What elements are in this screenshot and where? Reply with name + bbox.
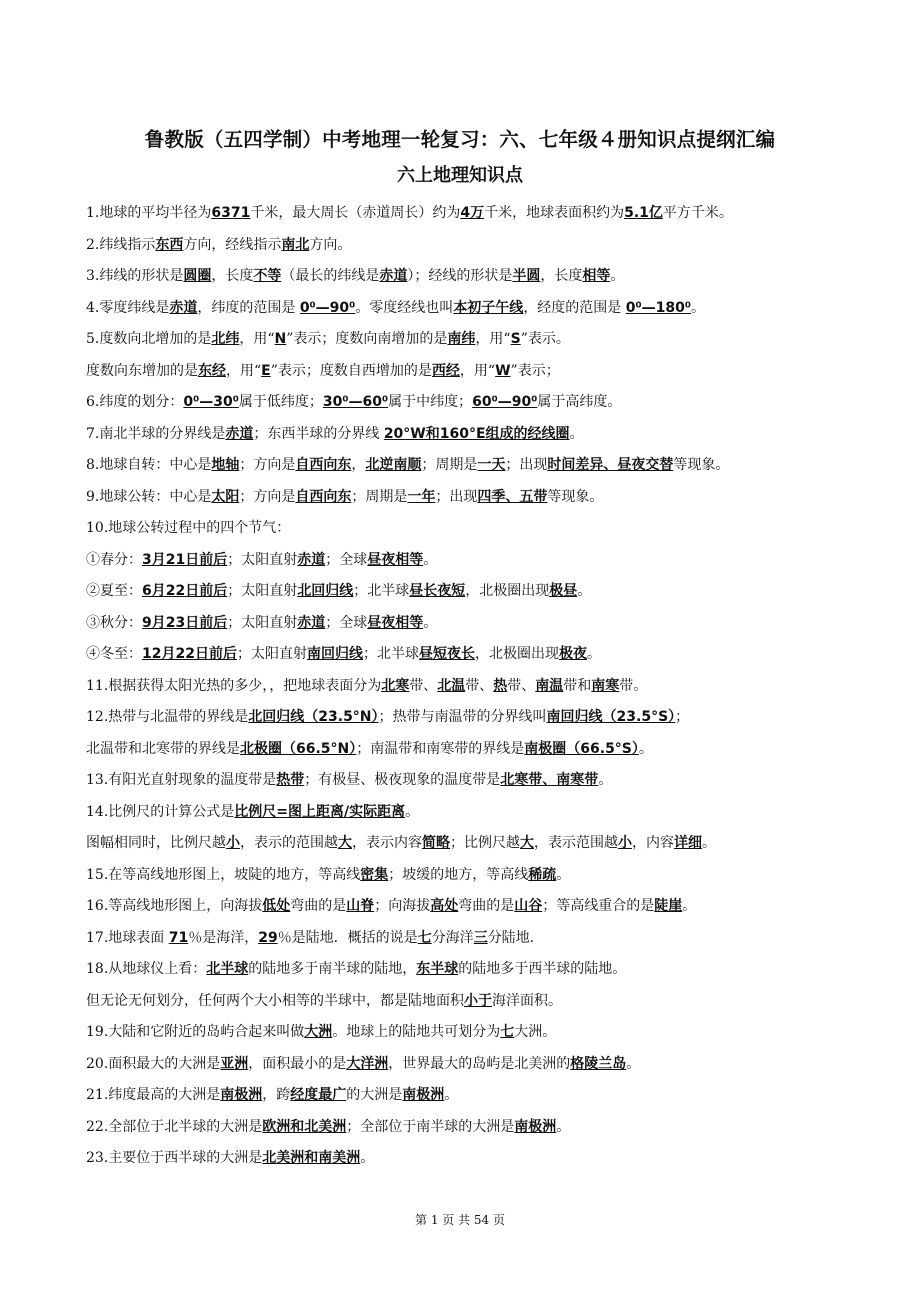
key-term: 昼夜相等 — [367, 551, 424, 568]
text-run: 20.面积最大的大洲是 — [86, 1055, 221, 1072]
text-run: ，用“ — [475, 331, 511, 347]
text-run: 带。 — [619, 677, 648, 694]
text-run: 10.地球公转过程中的四个节气： — [86, 520, 291, 536]
key-term: 山谷 — [514, 898, 543, 914]
text-line — [86, 801, 886, 833]
text-line — [86, 612, 886, 644]
key-term: 东半球 — [416, 961, 459, 977]
text-line — [86, 454, 886, 486]
text-run: 。 — [586, 646, 601, 662]
key-term: 赤道 — [379, 268, 408, 284]
text-run: ，世界最大的岛屿是北美洲的 — [388, 1055, 571, 1072]
key-term: 南纬 — [447, 331, 476, 347]
text-run: 。 — [423, 614, 438, 631]
key-term: E — [261, 362, 271, 379]
key-term: 北温 — [437, 677, 466, 694]
text-line — [86, 675, 886, 707]
text-run: 北温带和北寒带的界线是 — [86, 740, 240, 757]
text-run: 平方千米。 — [662, 205, 733, 221]
text-run: ；太阳直射 — [227, 583, 298, 599]
key-term: 昼长夜短 — [409, 583, 466, 599]
key-term: 南回归线 — [306, 646, 363, 662]
key-term: 大洋洲 — [346, 1055, 389, 1072]
key-term: 20°W和160°E组成的经线圈 — [383, 425, 570, 442]
text-run: ；南温带和南寒带的界线是 — [356, 740, 525, 757]
text-run: ”表示； — [510, 362, 560, 379]
key-term: 南寒 — [591, 677, 620, 694]
section-heading: 六上地理知识点 — [397, 165, 523, 186]
text-run: 19.大陆和它附近的岛屿合起来叫做 — [86, 1024, 305, 1040]
text-run: （最长的纬线是 — [281, 268, 380, 284]
text-run: ，用“ — [239, 331, 275, 347]
text-line — [86, 864, 886, 896]
key-term: 稀疏 — [528, 866, 557, 883]
text-run: 2.纬线指示 — [86, 236, 156, 253]
key-term: 昼夜相等 — [367, 614, 424, 631]
text-line — [86, 706, 886, 738]
text-run: ，面积最小的是 — [248, 1055, 347, 1072]
text-run: ，跨 — [262, 1087, 291, 1103]
text-run: 17.地球表面 — [86, 929, 169, 946]
key-term: 经度最广 — [290, 1087, 347, 1103]
key-term: 赤道 — [169, 299, 198, 316]
key-term: 简略 — [422, 835, 450, 851]
text-run: 12.热带与北温带的界线是 — [86, 709, 249, 725]
text-run: 9.地球公转：中心是 — [86, 488, 212, 505]
text-line — [86, 738, 886, 770]
text-line — [86, 832, 886, 864]
key-term: 小于 — [464, 992, 492, 1009]
text-run: 。 — [556, 1118, 571, 1135]
key-term: 赤道 — [297, 551, 326, 568]
text-run: ；东西半球的分界线 — [253, 425, 384, 442]
text-run: 。 — [360, 1150, 375, 1166]
text-line — [86, 1084, 886, 1116]
key-term: 0⁰—90⁰ — [299, 299, 356, 316]
text-run: ；方向是 — [239, 457, 296, 473]
key-term: 大 — [338, 835, 352, 851]
text-run: 的陆地多于南半球的陆地， — [248, 961, 417, 977]
text-run: ％是陆地．概括的说是 — [277, 929, 418, 946]
text-run: ）；经线的形状是 — [407, 268, 513, 284]
key-term: 太阳 — [211, 488, 240, 505]
key-term: 南极洲 — [402, 1087, 445, 1103]
text-run: ； — [675, 709, 690, 725]
key-term: 0⁰—30⁰ — [183, 394, 239, 410]
key-term: 9月23日前后 — [142, 614, 228, 631]
key-term: 5.1亿 — [624, 205, 663, 221]
text-run: 6.纬度的划分： — [86, 394, 184, 410]
text-line — [86, 360, 886, 392]
key-term: 北回归线（23.5°N） — [248, 709, 379, 725]
key-term: 欧洲和北美洲 — [262, 1118, 347, 1135]
text-run: ”表示。 — [520, 331, 570, 347]
key-term: 小 — [226, 835, 240, 851]
text-run: ；全部位于南半球的大洲是 — [346, 1118, 515, 1135]
key-term: 71 — [168, 929, 189, 946]
key-term: 北半球 — [206, 961, 249, 977]
text-line — [86, 958, 886, 990]
text-line — [86, 1116, 886, 1148]
text-line — [86, 423, 886, 455]
text-run: ；有极昼、极夜现象的温度带是 — [304, 772, 501, 788]
text-run: 。 — [423, 551, 438, 568]
key-term: 东西 — [155, 236, 184, 253]
text-line — [86, 895, 886, 927]
key-term: 赤道 — [297, 614, 326, 631]
text-run: 4.零度纬线是 — [86, 299, 170, 316]
key-term: 不等 — [253, 268, 282, 284]
key-term: N — [274, 331, 287, 347]
text-run: 图幅相同时，比例尺越 — [86, 835, 226, 851]
text-run: ；太阳直射 — [236, 646, 307, 662]
text-run: 分海洋 — [431, 929, 474, 946]
text-line — [86, 1053, 886, 1085]
text-run: ；北半球 — [362, 646, 419, 662]
key-term: 60⁰—90⁰ — [472, 394, 538, 410]
text-run: ，长度 — [211, 268, 254, 284]
key-term: 地轴 — [211, 457, 240, 473]
text-run: ，内容 — [632, 835, 674, 851]
text-run: ％是海洋， — [188, 929, 259, 946]
key-term: 南极洲 — [514, 1118, 557, 1135]
text-run: ③秋分： — [86, 614, 142, 631]
key-term: 热 — [493, 677, 508, 694]
text-line — [86, 643, 886, 675]
key-term: 北逆南顺 — [365, 457, 422, 473]
key-term: 极昼 — [549, 583, 578, 599]
text-run: ①春分： — [86, 551, 142, 568]
key-term: 南极洲 — [220, 1087, 263, 1103]
text-run: 15.在等高线地形图上，坡陡的地方，等高线 — [86, 866, 361, 883]
text-run: 分陆地． — [487, 929, 544, 946]
text-run: 。 — [598, 772, 613, 788]
text-run: ，长度 — [540, 268, 583, 284]
text-run: ”表示；度数自西增加的是 — [270, 362, 432, 379]
text-run: ，北极圈出现 — [474, 646, 559, 662]
text-line — [86, 297, 886, 329]
key-term: 南北 — [281, 236, 310, 253]
text-run: 千米，地球表面积约为 — [484, 205, 625, 221]
key-term: 6月22日前后 — [142, 583, 228, 599]
text-run: 的陆地多于西半球的陆地。 — [458, 961, 627, 977]
text-run: ；太阳直射 — [227, 614, 298, 631]
text-run: 。 — [444, 1087, 459, 1103]
text-line — [86, 391, 886, 423]
text-run: 方向，经线指示 — [183, 236, 282, 253]
text-run: 3.纬线的形状是 — [86, 268, 184, 284]
text-run: 13.有阳光直射现象的温度带是 — [86, 772, 277, 788]
key-term: 低处 — [262, 898, 291, 914]
page-footer: 第 1 页 共 54 页 — [415, 1213, 505, 1227]
key-term: 详细 — [674, 835, 702, 851]
key-term: 七 — [417, 929, 432, 946]
key-term: 6371 — [211, 205, 251, 221]
key-term: W — [495, 362, 511, 379]
text-run: 5.度数向北增加的是 — [86, 331, 212, 347]
key-term: 自西向东 — [295, 457, 352, 473]
text-run: 等现象。 — [673, 457, 730, 473]
text-run: 14.比例尺的计算公式是 — [86, 803, 235, 820]
key-term: 北极圈（66.5°N） — [240, 740, 357, 757]
key-term: 本初子午线 — [453, 299, 524, 316]
text-run: ， — [351, 457, 366, 473]
text-run: ；周期是 — [351, 488, 408, 505]
key-term: 自西向东 — [295, 488, 352, 505]
text-run: ；向海拔 — [374, 898, 431, 914]
text-run: ；坡缓的地方，等高线 — [388, 866, 529, 883]
text-run: ；周期是 — [421, 457, 478, 473]
text-run: ，北极圈出现 — [465, 583, 550, 599]
key-term: 北寒带、南寒带 — [500, 772, 599, 788]
key-term: 七 — [500, 1024, 515, 1040]
key-term: 半圆 — [512, 268, 541, 284]
text-line — [86, 328, 886, 360]
text-run: ；全球 — [325, 551, 368, 568]
text-run: 22.全部位于北半球的大洲是 — [86, 1118, 263, 1135]
text-run: 属于低纬度； — [238, 394, 323, 410]
text-run: ，表示的范围越 — [240, 835, 338, 851]
key-term: 29 — [258, 929, 278, 946]
text-run: 。 — [682, 898, 697, 914]
text-run: 。 — [405, 803, 420, 820]
document-body — [86, 202, 886, 1179]
text-run: ，用“ — [459, 362, 496, 379]
text-run: 8.地球自转：中心是 — [86, 457, 212, 473]
key-term: 四季、五带 — [477, 488, 548, 505]
text-run: 的大洲是 — [346, 1087, 403, 1103]
text-run: 带、 — [507, 677, 536, 694]
text-run: 。 — [577, 583, 592, 599]
text-run: ，用“ — [226, 362, 262, 379]
text-run: ，表示内容 — [352, 835, 422, 851]
text-run: 。 — [610, 268, 625, 284]
text-run: 7.南北半球的分界线是 — [86, 425, 226, 442]
text-run: ；全球 — [325, 614, 368, 631]
text-run: 带、 — [409, 677, 438, 694]
key-term: 时间差异、昼夜交替 — [547, 457, 674, 473]
key-term: 北寒 — [381, 677, 410, 694]
text-run: 。 — [638, 740, 653, 757]
text-line — [86, 990, 886, 1022]
text-run: 属于高纬度。 — [537, 394, 622, 410]
text-run: 11.根据获得太阳光热的多少，，把地球表面分为 — [86, 677, 382, 694]
key-term: 12月22日前后 — [142, 646, 237, 662]
key-term: 南温 — [535, 677, 564, 694]
text-run: 。 — [569, 425, 584, 442]
key-term: 亚洲 — [220, 1055, 249, 1072]
key-term: 北美洲和南美洲 — [262, 1150, 361, 1166]
text-line — [86, 927, 886, 959]
key-term: 密集 — [360, 866, 389, 883]
key-term: 东经 — [198, 362, 226, 379]
text-run: 1.地球的平均半径为 — [86, 205, 212, 221]
text-run: ；等高线重合的是 — [542, 898, 655, 914]
key-term: 三 — [473, 929, 488, 946]
text-run: ；方向是 — [239, 488, 296, 505]
text-run: ；北半球 — [353, 583, 410, 599]
key-term: 北回归线 — [297, 583, 354, 599]
text-line — [86, 549, 886, 581]
text-run: ④冬至： — [86, 646, 142, 662]
key-term: 比例尺=图上距离/实际距离 — [234, 803, 406, 820]
text-run: 。 — [702, 835, 716, 851]
text-line — [86, 769, 886, 801]
key-term: 一天 — [477, 457, 506, 473]
text-line — [86, 234, 886, 266]
text-run: 。零度经线也叫 — [355, 299, 454, 316]
text-run: 16.等高线地形图上，向海拔 — [86, 898, 263, 914]
text-run: ，经度的范围是 — [523, 299, 626, 316]
text-run: 18.从地球仪上看： — [86, 961, 207, 977]
key-term: 南极圈（66.5°S） — [524, 740, 639, 757]
key-term: 30⁰—60⁰ — [322, 394, 389, 410]
text-run: ”表示；度数向南增加的是 — [286, 331, 448, 347]
key-term: 北纬 — [211, 331, 240, 347]
key-term: 热带 — [276, 772, 305, 788]
text-line — [86, 486, 886, 518]
text-run: 千米，最大周长（赤道周长）约为 — [250, 205, 461, 221]
text-run: ；出现 — [505, 457, 548, 473]
key-term: 小 — [618, 835, 632, 851]
text-line — [86, 1021, 886, 1053]
key-term: 昼短夜长 — [418, 646, 475, 662]
text-run: 海洋面积。 — [492, 992, 562, 1009]
key-term: 格陵兰岛 — [570, 1055, 627, 1072]
text-run: 方向。 — [309, 236, 352, 253]
text-run: ；比例尺越 — [450, 835, 520, 851]
text-run: 等现象。 — [547, 488, 604, 505]
text-run: 23.主要位于西半球的大洲是 — [86, 1150, 263, 1166]
text-run: ，纬度的范围是 — [197, 299, 300, 316]
text-run: 。地球上的陆地共可划分为 — [332, 1024, 501, 1040]
key-term: 圆圈 — [183, 268, 212, 284]
text-run: ；太阳直射 — [227, 551, 298, 568]
text-run: 属于中纬度； — [388, 394, 473, 410]
key-term: 相等 — [582, 268, 611, 284]
text-run: 弯曲的是 — [458, 898, 515, 914]
text-run: 。 — [691, 299, 705, 316]
text-line — [86, 1147, 886, 1179]
key-term: 陡崖 — [654, 898, 683, 914]
text-line — [86, 580, 886, 612]
key-term: 高处 — [430, 898, 459, 914]
key-term: S — [510, 331, 521, 347]
key-term: 赤道 — [225, 425, 254, 442]
text-run: ，表示范围越 — [534, 835, 618, 851]
text-line — [86, 265, 886, 297]
text-run: 。 — [556, 866, 571, 883]
text-run: 带和 — [563, 677, 592, 694]
key-term: 一年 — [407, 488, 436, 505]
text-run: 大洲。 — [514, 1024, 557, 1040]
key-term: 极夜 — [558, 646, 587, 662]
text-run: 。 — [626, 1055, 641, 1072]
key-term: 西经 — [431, 362, 460, 379]
text-run: ；出现 — [435, 488, 478, 505]
text-run: ；热带与南温带的分界线叫 — [378, 709, 547, 725]
text-run: ②夏至： — [86, 583, 142, 599]
text-run: 但无论无何划分，任何两个大小相等的半球中，都是陆地面积 — [86, 992, 464, 1009]
text-run: 带、 — [465, 677, 494, 694]
text-run: 弯曲的是 — [290, 898, 347, 914]
key-term: 山脊 — [346, 898, 375, 914]
key-term: 4万 — [460, 205, 485, 221]
text-run: 度数向东增加的是 — [86, 362, 198, 379]
key-term: 大洲 — [304, 1024, 333, 1040]
text-line — [86, 517, 886, 549]
key-term: 大 — [520, 835, 534, 851]
key-term: 0⁰—180⁰ — [625, 299, 691, 316]
key-term: 3月21日前后 — [142, 551, 228, 568]
document-title: 鲁教版（五四学制）中考地理一轮复习：六、七年级４册知识点提纲汇编 — [144, 128, 776, 151]
text-line — [86, 202, 886, 234]
key-term: 南回归线（23.5°S） — [546, 709, 676, 725]
text-run: 21.纬度最高的大洲是 — [86, 1087, 221, 1103]
